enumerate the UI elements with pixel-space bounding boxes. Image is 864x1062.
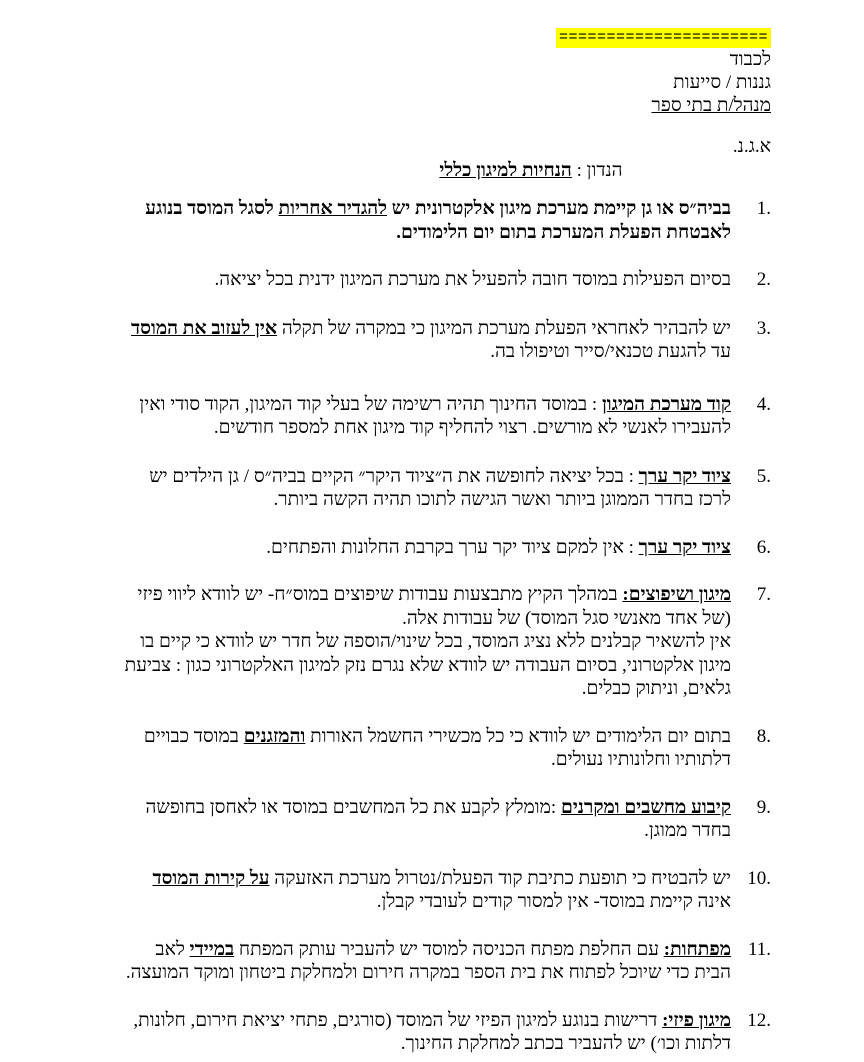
list-item [121, 583, 771, 701]
item-number: 9. [756, 796, 771, 818]
item-text: קיבוע מחשבים ומקרנים :מומלץ לקבע את כל המחשבים במוסד או לאחסן בחופשה בחדר ממוגן. [145, 796, 731, 841]
subject-label: הנדון : [576, 160, 623, 181]
recipient-line-2: מנהל/ת בתי ספר [651, 95, 771, 116]
item-number: 3. [756, 317, 771, 339]
item-text: יש להבהיר לאחראי הפעלת מערכת המיגון כי במקרה של תקלה אין לעזוב את המוסד עד להגעת טכנאי/סייר וטיפולו בה. [131, 317, 731, 362]
item-number: 11. [747, 938, 771, 960]
item-number: 12. [747, 1009, 771, 1031]
subject-line [171, 159, 771, 182]
instructions-list [121, 197, 771, 1056]
item-text: בסיום הפעילות במוסד חובה להפעיל את מערכת המיגון ידנית בכל יציאה. [214, 269, 731, 290]
item-number: 2. [756, 269, 771, 290]
list-item [121, 465, 771, 512]
item-number: 8. [756, 725, 771, 747]
to-label: לכבוד [729, 49, 771, 70]
item-number: 6. [756, 536, 771, 558]
list-item [121, 1009, 771, 1056]
list-item [121, 796, 771, 843]
item-text: בתום יום הלימודים יש לוודא כי כל מכשירי החשמל האורות והמזגנים במוסד כבויים דלתותיו וחלונותיו נעולים. [143, 725, 731, 770]
item-text: ציוד יקר ערך : בכל יציאה לחופשה את ה״ציוד היקר״ הקיים בביה״ס / גן הילדים יש לרכז בחדר הממוגן ביותר ואשר הגישה לתוכו תהיה הקשה ביותר. [149, 465, 731, 510]
item-number: 10. [747, 867, 771, 889]
list-item [121, 867, 771, 914]
list-item [121, 536, 771, 560]
item-text: ציוד יקר ערך : אין למקם ציוד יקר ערך בקרבת החלונות והפתחים. [266, 536, 731, 558]
item-text: מיגון פיזי: דרישות בנוגע למיגון הפיזי של המוסד (סורגים, פתחי יציאת חירום, חלונות, דלתות וכו׳) יש להעביר בכתב למחלקת החינוך. [133, 1009, 731, 1054]
recipient-line-1: גננות / סייעות [673, 72, 771, 93]
item-text: מיגון ושיפוצים: במהלך הקיץ מתבצעות עבודות שיפוצים במוס״ח- יש לוודא ליווי פיזי (של אחד מאנשי סגל המוסד) של עבודות אלה. אין להשאיר קבלנים ללא נציג המוסד, בכל שינוי/הוספה של חדר יש לוודא כי קיים בו מיגון אלקטרוני, בסיום העבודה יש לוודא שלא נגרם נזק למיגון האלקטרוני כגון : צביעת גלאים, וניתוק כבלים. [124, 584, 731, 699]
item-number: 4. [756, 393, 771, 415]
list-item [121, 317, 771, 364]
highlighted-separator: ====================== [556, 28, 771, 48]
list-item [121, 393, 771, 440]
item-number: 1. [756, 198, 771, 219]
list-item [121, 725, 771, 772]
item-text: קוד מערכת המיגון : במוסד החינוך תהיה רשימה של בעלי קוד המיגון, הקוד סודי ואין להעבירו לאנשי לא מורשים. רצוי להחליף קוד מיגון אחת למספר חודשים. [139, 393, 731, 438]
item-number: 7. [756, 584, 771, 605]
list-item [121, 268, 771, 292]
item-number: 5. [756, 465, 771, 487]
item-text: בביה״ס או גן קיימת מערכת מיגון אלקטרונית יש להגדיר אחריות לסגל המוסד בנוגע לאבטחת הפעלת המערכת בתום יום הלימודים. [145, 198, 731, 243]
greeting: א.ג.נ. [732, 136, 771, 157]
subject-title: הנחיות למיגון כללי [439, 160, 572, 181]
letter-header [171, 24, 771, 182]
list-item [121, 938, 771, 985]
item-text: מפתחות: עם החלפת מפתח הכניסה למוסד יש להעביר עותק המפתח במיידי לאב הבית כדי שיוכל לפתוח את בית הספר במקרה חירום ולמחלקת ביטחון ומוקד המועצה. [125, 938, 731, 983]
item-text: יש להבטיח כי תופעת כתיבת קוד הפעלת/נטרול מערכת האזעקה על קירות המוסד אינה קיימת במוסד- אין למסור קודים לעובדי קבלן. [152, 867, 731, 912]
list-item [121, 197, 771, 244]
